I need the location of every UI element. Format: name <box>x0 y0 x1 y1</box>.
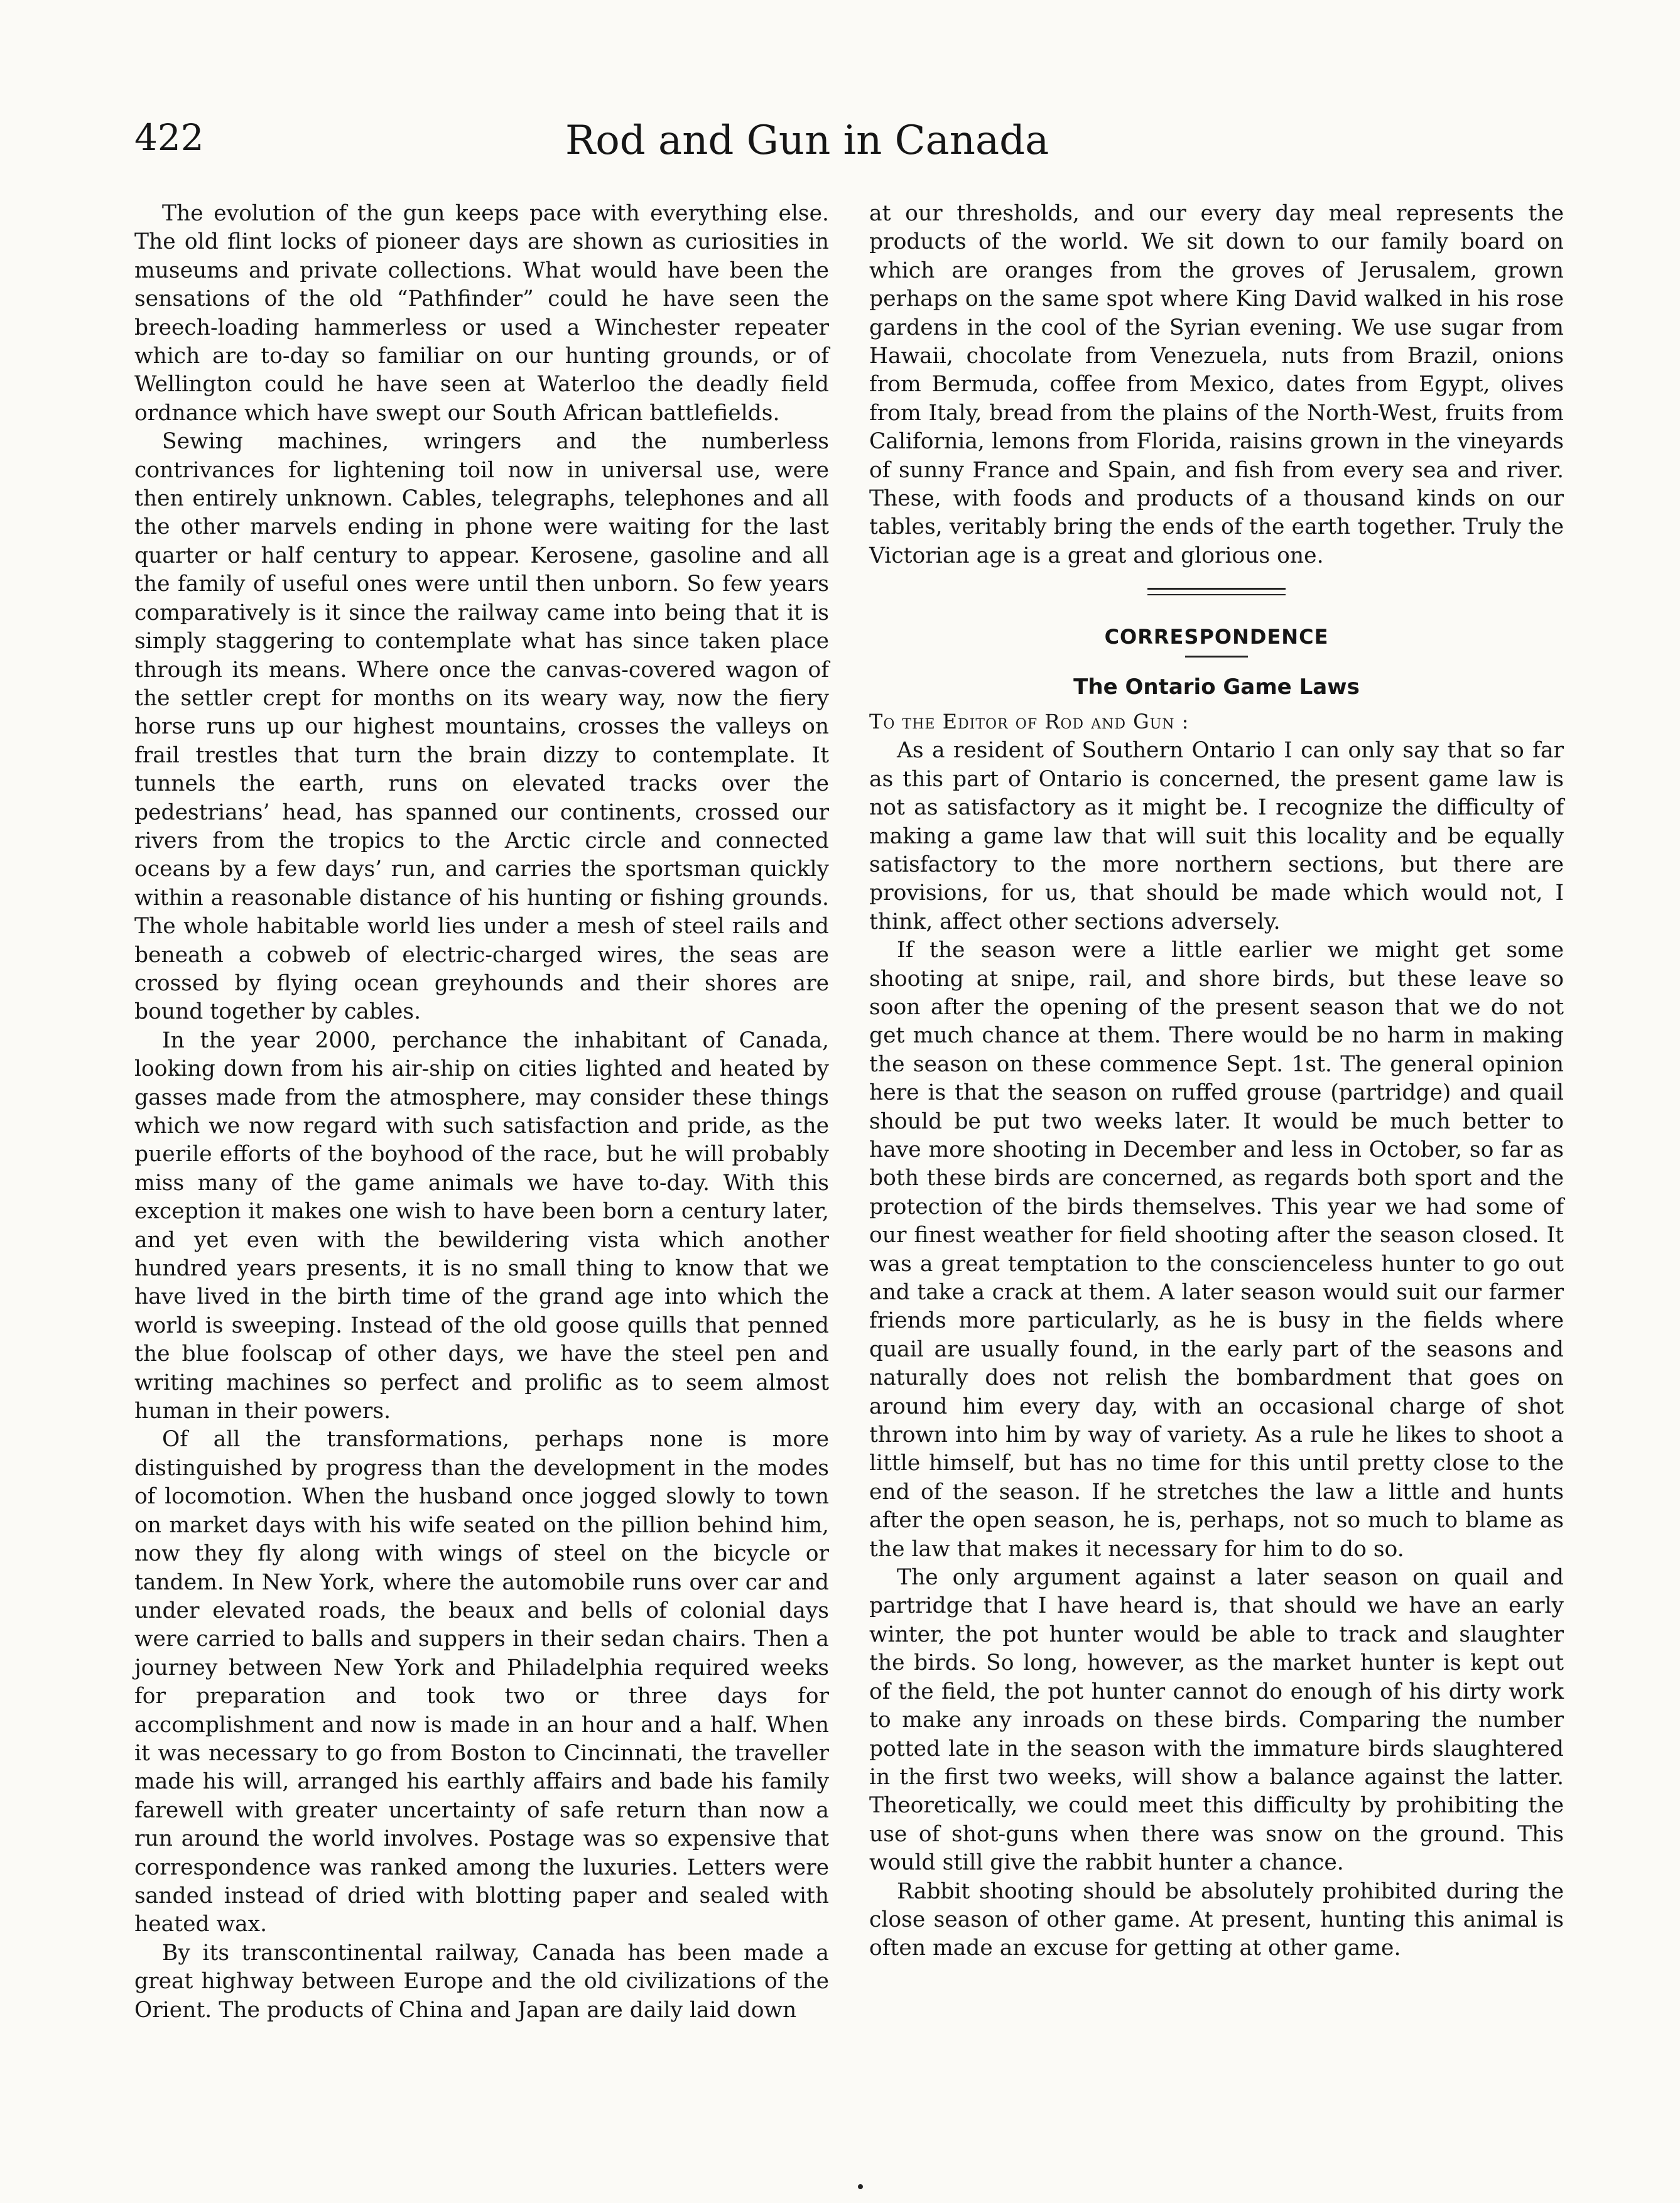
paragraph: Sewing machines, wringers and the numberless contrivances for lightening toil now in universal use, were then entirely unknown. Cables, telegraphs, telephones and all the other marvels ending in phone were waiting for the last quarter or half century to appear. Kerosene, gasoline and all the family of useful ones were until then unborn. So few years comparatively is it since the railway came into being that it is simply staggering to contemplate what has since taken place through its means. Where once the canvas-covered wagon of the settler crept for months on its weary way, now the fiery horse runs up our highest mountains, crosses the valleys on frail trestles that turn the brain dizzy to contemplate. It tunnels the earth, runs on elevated tracks over the pedestrians’ head, has spanned our continents, crossed our rivers from the tropics to the Arctic circle and connected oceans by a few days’ run, and carries the sportsman quickly within a reasonable distance of his hunting or fishing grounds. The whole habitable world lies under a mesh of steel rails and beneath a cobweb of electric-charged wires, the seas are crossed by flying ocean greyhounds and their shores are bound together by cables. <box>134 429 829 1025</box>
paragraph: The evolution of the gun keeps pace with everything else. The old flint locks of pioneer days are shown as curiosities in museums and private collections. What would have been the sensations of the old “Pathfinder” could he have seen the breech-loading hammerless or used a Winchester repeater which are to-day so familiar on our hunting grounds, or of Wellington could he have seen at Waterloo the deadly field ordnance which have swept our South African battlefields. <box>134 201 829 426</box>
paragraph: As a resident of Southern Ontario I can only say that so far as this part of Ontario is concerned, the present game law is not as satisfactory as it might be. I recognize the difficulty of making a game law that will suit this locality and be equally satisfactory to the more northern sections, but there are provisions, for us, that should be made which would not, I think, affect other sections adversely. <box>869 738 1564 934</box>
right-column <box>869 200 1564 1963</box>
paragraph: By its transcontinental railway, Canada has been made a great highway between Europe and the old civilizations of the Orient. The products of China and Japan are daily laid down <box>134 1940 829 2023</box>
paragraph: In the year 2000, perchance the inhabitant of Canada, looking down from his air-ship on cities lighted and heated by gasses made from the atmosphere, may consider these things which we now regard with such satisfaction and pride, as the puerile efforts of the boyhood of the race, but he will probably miss many of the game animals we have to-day. With this exception it makes one wish to have been born a century later, and yet even with the bewildering vista which another hundred years presents, it is no small thing to know that we have lived in the birth time of the grand age into which the world is sweeping. Instead of the old goose quills that penned the blue foolscap of other days, we have the steel pen and writing machines so perfect and prolific as to seem almost human in their powers. <box>134 1027 829 1424</box>
paragraph: If the season were a little earlier we might get some shooting at snipe, rail, and shore birds, but these leave so soon after the opening of the present season that we do not get much chance at them. There would be no harm in making the season on these commence Sept. 1st. The general opinion here is that the season on ruffed grouse (partridge) and quail should be put two weeks later. It would be much better to have more shooting in December and less in October, so far as both these birds are concerned, as regards both sport and the protection of the birds themselves. This year we had some of our finest weather for field shooting after the season closed. It was a great temptation to the conscienceless hunter to go out and take a crack at them. A later season would suit our farmer friends more particularly, as he is busy in the fields where quail are usually found, in the early part of the seasons and naturally does not relish the bombardment that goes on around him every day, with an occasional charge of shot thrown into him by way of variety. As a rule he likes to shoot a little himself, but has no time for this until pretty close to the end of the season. If he stretches the law a little and hunts after the open season, he is, perhaps, not so much to blame as the law that makes it necessary for him to do so. <box>869 938 1564 1562</box>
paragraph: Rabbit shooting should be absolutely prohibited during the close season of other game. At present, hunting this animal is often made an excuse for getting at other game. <box>869 1878 1564 1961</box>
paragraph: Of all the transformations, perhaps none is more distinguished by progress than the development in the modes of locomotion. When the husband once jogged slowly to town on market days with his wife seated on the pillion behind him, now they fly along with wings of steel on the bicycle or tandem. In New York, where the automobile runs over car and under elevated roads, the beaux and bells of colonial days were carried to balls and suppers in their sedan chairs. Then a journey between New York and Philadelphia required weeks for preparation and took two or three days for accomplishment and now is made in an hour and a half. When it was necessary to go from Boston to Cincinnati, the traveller made his will, arranged his earthly affairs and bade his family farewell with greater uncertainty of safe return than now a run around the world involves. Postage was so expensive that correspondence was ranked among the luxuries. Letters were sanded instead of dried with blotting paper and sealed with heated wax. <box>134 1427 829 1937</box>
paragraph: The only argument against a later season on quail and partridge that I have heard is, that should we have an early winter, the pot hunter would be able to track and slaughter the birds. So long, however, as the market hunter is kept out of the field, the pot hunter cannot do enough of his dirty work to make any inroads on these birds. Comparing the number potted late in the season with the immature birds slaughtered in the first two weeks, will show a balance against the latter. Theoretically, we could meet this difficulty by prohibiting the use of shot-guns when there was snow on the ground. This would still give the rabbit hunter a chance. <box>869 1565 1564 1876</box>
heading-divider <box>1185 656 1248 658</box>
paragraph-continuation: at our thresholds, and our every day meal represents the products of the world. We sit down to our family board on which are oranges from the groves of Jerusalem, grown perhaps on the same spot where King David walked in his rose gardens in the cool of the Syrian evening. We use sugar from Hawaii, chocolate from Venezuela, nuts from Brazil, onions from Bermuda, coffee from Mexico, dates from Egypt, olives from Italy, bread from the plains of the North-West, fruits from California, lemons from Florida, raisins grown in the vineyards of sunny France and Spain, and fish from every sea and river. These, with foods and products of a thousand kinds on our tables, veritably bring the ends of the earth together. Truly the Victorian age is a great and glorious one. <box>869 201 1564 568</box>
left-column <box>134 200 829 2025</box>
salutation: To the Editor of Rod and Gun : <box>869 710 1190 734</box>
section-heading: CORRESPONDENCE <box>1104 625 1329 649</box>
page-title: Rod and Gun in Canada <box>565 117 1049 164</box>
article-heading: The Ontario Game Laws <box>1073 674 1360 700</box>
page-number: 422 <box>134 116 204 159</box>
section-divider <box>1147 588 1286 595</box>
printer-mark <box>858 2184 863 2189</box>
